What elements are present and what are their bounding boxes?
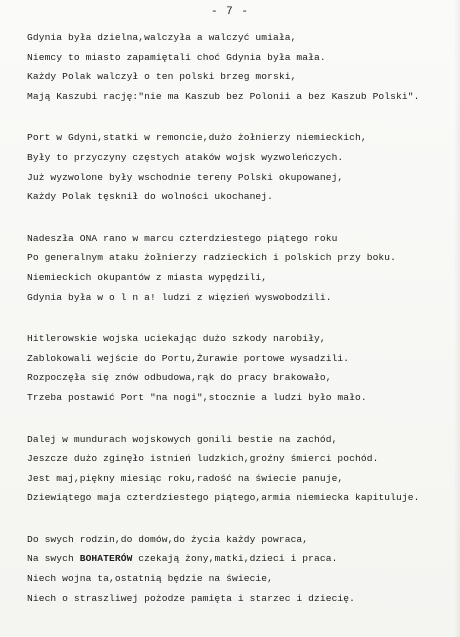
poem-line: Niemcy to miasto zapamiętali choć Gdynia była mała. <box>27 51 326 63</box>
poem-line: Każdy Polak tęsknił do wolności ukochanej. <box>27 191 274 203</box>
poem-line: Jest maj,piękny miesiąc roku,radość na świecie panuje, <box>27 472 344 484</box>
poem-line: Do swych rodzin,do domów,do życia każdy powraca, <box>27 533 309 545</box>
poem-line: Niech wojna ta,ostatnią będzie na świecie, <box>27 573 274 585</box>
stanza-6 <box>27 530 455 608</box>
poem-body <box>27 28 455 630</box>
poem-line: Hitlerowskie wojska uciekając dużo szkody narobiły, <box>27 333 326 345</box>
poem-line: Dalej w mundurach wojskowych gonili bestie na zachód, <box>27 433 338 445</box>
page-number: - 7 - <box>210 6 249 18</box>
poem-line: Niemieckich okupantów z miasta wypędzili, <box>27 271 268 283</box>
poem-line: Gdynia była dzielna,walczyła a walczyć umiała, <box>27 32 297 43</box>
poem-line: Mają Kaszubi rację:"nie ma Kaszub bez Polonii a bez Kaszub Polski". <box>27 90 420 102</box>
stanza-5 <box>27 430 455 508</box>
stanza-2 <box>27 128 455 206</box>
poem-line: Już wyzwolone były wschodnie tereny Polski okupowanej, <box>27 171 344 183</box>
poem-line: Po generalnym ataku żołnierzy radzieckich i polskich przy boku. <box>27 252 397 264</box>
bold-word-heroes: BOHATERÓW <box>79 553 133 565</box>
page-edge-shadow <box>454 0 460 637</box>
poem-line: Nadeszła ONA rano w marcu czterdziestego piątego roku <box>27 232 338 244</box>
stanza-4 <box>27 329 455 407</box>
poem-line-bold-hero <box>27 549 455 569</box>
poem-line: Były to przyczyny częstych ataków wojsk wyzwoleńczych. <box>27 151 344 163</box>
poem-line: Trzeba postawić Port "na nogi",stocznie a ludzi było mało. <box>27 391 367 403</box>
poem-line: Jeszcze dużo zginęło istnień ludzkich,groźny śmierci pochód. <box>27 453 379 465</box>
poem-line: Port w Gdyni,statki w remoncie,dużo żołnierzy niemieckich, <box>27 132 367 144</box>
poem-line: Gdynia była w o l n a! ludzi z więzień wyswobodzili. <box>27 291 332 303</box>
stanza-3 <box>27 229 455 307</box>
poem-line: Każdy Polak walczył o ten polski brzeg morski, <box>27 71 297 83</box>
bold-line-after: czekają żony,matki,dzieci i praca. <box>132 553 338 565</box>
poem-line: Zablokowali wejście do Portu,Żurawie portowe wysadzili. <box>27 352 350 364</box>
poem-line: Dziewiątego maja czterdziestego piątego,armia niemiecka kapituluje. <box>27 492 420 504</box>
stanza-1 <box>27 28 455 106</box>
bold-line-before: Na swych <box>27 553 80 565</box>
poem-line: Rozpoczęła się znów odbudowa,rąk do pracy brakowało, <box>27 372 332 384</box>
poem-line: Niech o straszliwej pożodze pamięta i starzec i dziecię. <box>27 592 356 604</box>
